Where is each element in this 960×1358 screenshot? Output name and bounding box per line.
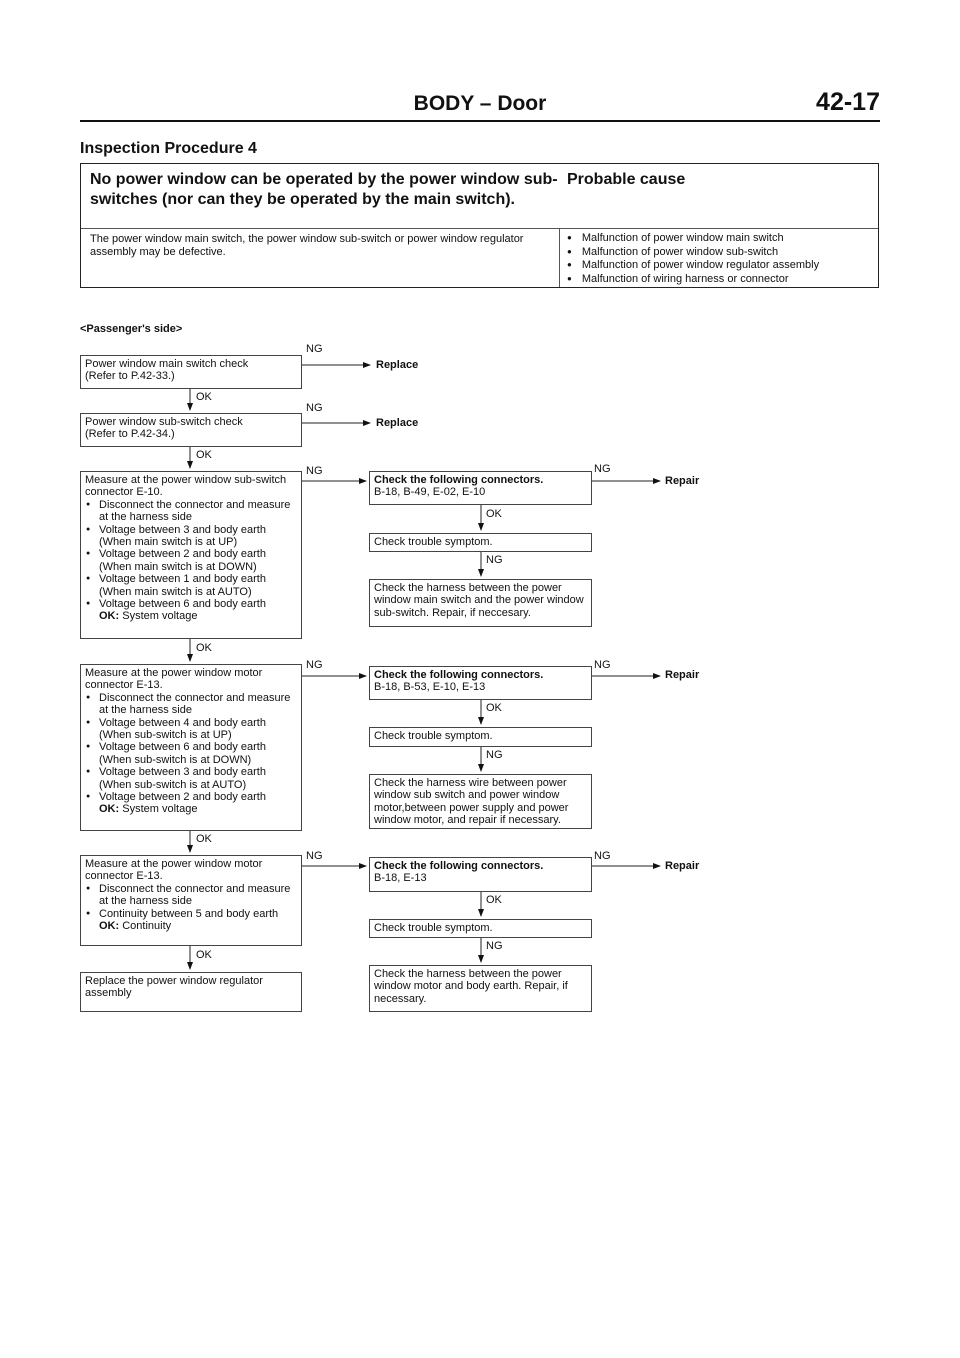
summary-description: The power window main switch, the power window sub-switch or power window regulator assembly may be defective. bbox=[90, 233, 524, 258]
step-bullets bbox=[85, 499, 297, 611]
ng-label: NG bbox=[306, 465, 323, 477]
step-text: Check trouble symptom. bbox=[374, 536, 493, 548]
connector-list: B-18, B-53, E-10, E-13 bbox=[374, 681, 486, 694]
bullet-item: ● Disconnect the connector and measure at the harness side bbox=[85, 692, 297, 717]
replace-label: Replace bbox=[376, 417, 419, 429]
ok-label: OK: bbox=[99, 610, 120, 623]
motor-continuity-box bbox=[80, 855, 302, 946]
cause-item: ● Malfunction of power window sub-switch bbox=[567, 246, 819, 260]
connector-list: B-18, E-13 bbox=[374, 872, 427, 885]
ng-label: NG bbox=[594, 850, 611, 862]
step-text: Replace the power window regulator assembly bbox=[85, 975, 263, 1000]
bullet-item: ● Voltage between 2 and body earth bbox=[85, 791, 297, 803]
ok-criterion bbox=[85, 920, 297, 932]
repair-label: Repair bbox=[665, 669, 700, 681]
step-bullets bbox=[85, 883, 297, 920]
ok-value: System voltage bbox=[122, 803, 198, 816]
ok-label: OK: bbox=[99, 803, 120, 816]
harness-check-box-1 bbox=[369, 579, 592, 627]
ng-label: NG bbox=[306, 659, 323, 671]
step-text: Check trouble symptom. bbox=[374, 730, 493, 742]
ok-value: System voltage bbox=[122, 610, 198, 623]
passenger-side-label: <Passenger's side> bbox=[80, 323, 183, 335]
connector-check-box-1 bbox=[369, 471, 592, 505]
bullet-item: ● Continuity between 5 and body earth bbox=[85, 908, 297, 920]
ng-label: NG bbox=[486, 554, 503, 566]
ok-value: Continuity bbox=[122, 920, 172, 933]
step-text: Check the harness between the power window main switch and the power window sub-switch. Repair, if neccesary. bbox=[374, 582, 584, 619]
step-text: Measure at the power window motor connector E-13. bbox=[85, 858, 263, 883]
ng-label: NG bbox=[306, 343, 323, 355]
page-number: 42-17 bbox=[816, 88, 880, 116]
ng-label: NG bbox=[594, 463, 611, 475]
connector-check-box-2 bbox=[369, 666, 592, 700]
connector-check-title: Check the following connectors. bbox=[374, 474, 544, 486]
step-text: Power window sub-switch check bbox=[85, 416, 243, 428]
ok-label: OK bbox=[486, 508, 502, 520]
harness-check-box-2 bbox=[369, 774, 592, 829]
ok-label: OK: bbox=[99, 920, 120, 933]
section-title: BODY – Door bbox=[413, 92, 547, 115]
step-text: Measure at the power window motor connector E-13. bbox=[85, 667, 263, 692]
ok-label: OK bbox=[196, 642, 212, 654]
ng-label: NG bbox=[306, 402, 323, 414]
bullet-item: ● Voltage between 3 and body earth (When sub-switch is at AUTO) bbox=[85, 766, 297, 791]
symptom-heading: No power window can be operated by the power window sub-switches (nor can they be operated by the main switch). bbox=[90, 171, 558, 208]
ok-criterion bbox=[85, 803, 297, 815]
repair-label: Repair bbox=[665, 475, 700, 487]
ng-label: NG bbox=[306, 850, 323, 862]
motor-voltage-box bbox=[80, 664, 302, 831]
repair-label: Repair bbox=[665, 860, 700, 872]
ok-label: OK bbox=[486, 894, 502, 906]
bullet-item: ● Voltage between 1 and body earth (When main switch is at AUTO) bbox=[85, 573, 297, 598]
trouble-symptom-box-1 bbox=[369, 533, 592, 552]
harness-check-box-3 bbox=[369, 965, 592, 1012]
ok-label: OK bbox=[486, 702, 502, 714]
step-bullets bbox=[85, 692, 297, 804]
bullet-item: ● Voltage between 4 and body earth (When sub-switch is at UP) bbox=[85, 717, 297, 742]
cause-item: ● Malfunction of power window main switch bbox=[567, 232, 819, 246]
replace-label: Replace bbox=[376, 359, 419, 371]
ng-label: NG bbox=[594, 659, 611, 671]
step-text: Measure at the power window sub-switch connector E-10. bbox=[85, 474, 287, 499]
replace-regulator-box bbox=[80, 972, 302, 1012]
connector-check-title: Check the following connectors. bbox=[374, 669, 544, 681]
step-reference: (Refer to P.42-33.) bbox=[85, 370, 175, 383]
connector-list: B-18, B-49, E-02, E-10 bbox=[374, 486, 486, 499]
trouble-symptom-box-2 bbox=[369, 727, 592, 747]
trouble-symptom-box-3 bbox=[369, 919, 592, 938]
ok-label: OK bbox=[196, 949, 212, 961]
bullet-item: ● Voltage between 3 and body earth (When main switch is at UP) bbox=[85, 524, 297, 549]
sub-switch-voltage-box bbox=[80, 471, 302, 639]
cause-item: ● Malfunction of wiring harness or connector bbox=[567, 273, 819, 287]
step-text: Check the harness between the power window motor and body earth. Repair, if necessary. bbox=[374, 968, 568, 1005]
connector-check-box-3 bbox=[369, 857, 592, 892]
ng-label: NG bbox=[486, 940, 503, 952]
connector-check-title: Check the following connectors. bbox=[374, 860, 544, 872]
step-reference: (Refer to P.42-34.) bbox=[85, 428, 175, 441]
bullet-item: ● Voltage between 6 and body earth bbox=[85, 598, 297, 610]
bullet-item: ● Disconnect the connector and measure at the harness side bbox=[85, 883, 297, 908]
step-text: Check the harness wire between power window sub switch and power window motor,between power supply and power window motor, and repair if necessary. bbox=[374, 777, 569, 827]
bullet-item: ● Voltage between 6 and body earth (When sub-switch is at DOWN) bbox=[85, 741, 297, 766]
step-text: Check trouble symptom. bbox=[374, 922, 493, 934]
main-switch-check-box bbox=[80, 355, 302, 389]
ok-label: OK bbox=[196, 833, 212, 845]
ok-label: OK bbox=[196, 449, 212, 461]
step-text: Power window main switch check bbox=[85, 358, 249, 370]
ok-criterion bbox=[85, 610, 297, 622]
bullet-item: ● Voltage between 2 and body earth (When main switch is at DOWN) bbox=[85, 548, 297, 573]
bullet-item: ● Disconnect the connector and measure at the harness side bbox=[85, 499, 297, 524]
cause-item: ● Malfunction of power window regulator assembly bbox=[567, 259, 819, 273]
ng-label: NG bbox=[486, 749, 503, 761]
probable-cause-heading: Probable cause bbox=[567, 171, 686, 188]
sub-switch-check-box bbox=[80, 413, 302, 447]
procedure-title: Inspection Procedure 4 bbox=[80, 140, 257, 157]
ok-label: OK bbox=[196, 391, 212, 403]
